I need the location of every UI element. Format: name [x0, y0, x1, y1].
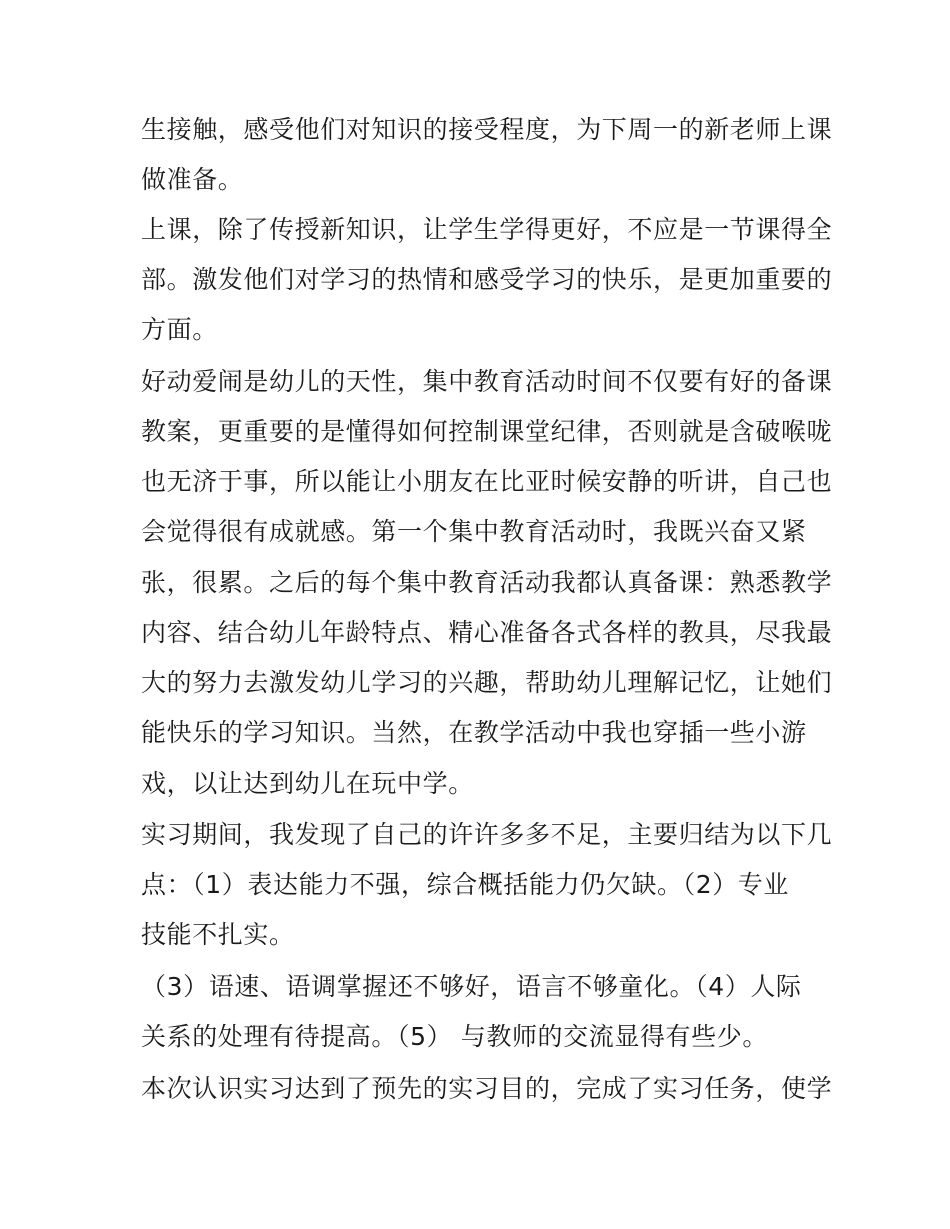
text-line: 大的努力去激发幼儿学习的兴趣，帮助幼儿理解记忆，让她们	[141, 668, 833, 697]
text-line: 点：（1）表达能力不强，综合概括能力仍欠缺。（2）专业	[141, 870, 790, 899]
text-line: 好动爱闹是幼儿的天性，集中教育活动时间不仅要有好的备课	[141, 367, 833, 396]
text-line: 能快乐的学习知识。当然，在教学活动中我也穿插一些小游	[141, 718, 807, 747]
text-line: 方面。	[141, 315, 218, 344]
text-line: 会觉得很有成就感。第一个集中教育活动时，我既兴奋又紧	[141, 517, 807, 546]
text-line: 关系的处理有待提高。（5） 与教师的交流显得有些少。	[141, 1022, 768, 1051]
text-line: 戏，以让达到幼儿在玩中学。	[141, 769, 474, 798]
text-line: 张，很累。之后的每个集中教育活动我都认真备课：熟悉教学	[141, 568, 833, 597]
text-line: 部。激发他们对学习的热情和感受学习的快乐，是更加重要的	[141, 265, 833, 294]
text-line: 教案，更重要的是懂得如何控制课堂纪律，否则就是含破喉咙	[141, 417, 833, 446]
text-line: 内容、结合幼儿年龄特点、精心准备各式各样的教具，尽我最	[141, 618, 833, 647]
text-line: 本次认识实习达到了预先的实习目的，完成了实习任务，使学	[141, 1074, 833, 1103]
text-line: 生接触，感受他们对知识的接受程度，为下周一的新老师上课	[141, 115, 833, 144]
text-line: 实习期间，我发现了自己的许许多多不足，主要归结为以下几	[141, 820, 833, 849]
text-line: 也无济于事，所以能让小朋友在比亚时候安静的听讲，自己也	[141, 467, 833, 496]
text-line: 做准备。	[141, 165, 244, 194]
text-line: （3）语速、语调掌握还不够好，语言不够童化。（4）人际	[141, 972, 802, 1001]
text-line: 技能不扎实。	[141, 920, 295, 949]
text-line: 上课，除了传授新知识，让学生学得更好，不应是一节课得全	[141, 215, 833, 244]
